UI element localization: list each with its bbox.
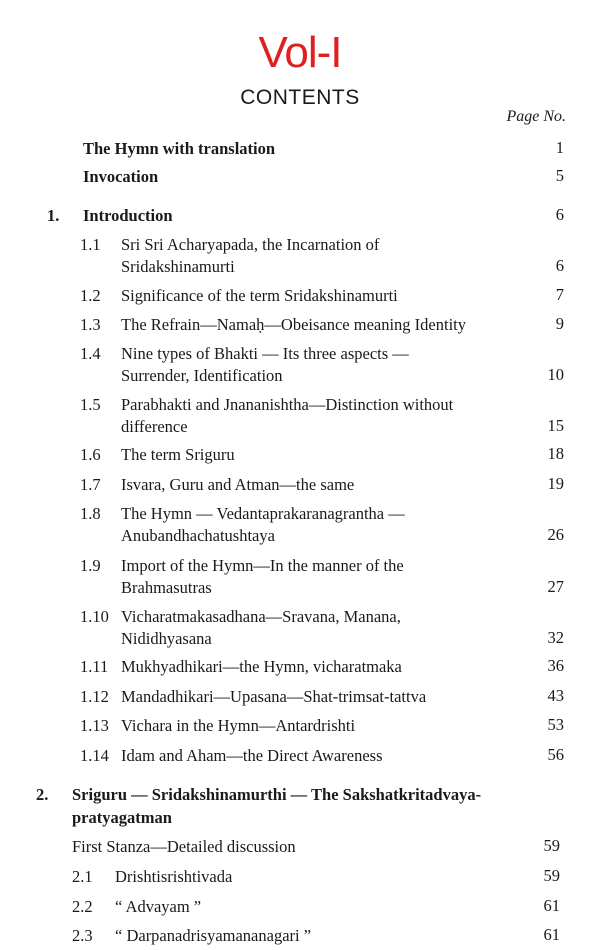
section-page: 27 xyxy=(547,577,564,596)
chapter-title-line-1: Sriguru — Sridakshinamurthi — The Sakshatkritadvaya- xyxy=(72,785,482,804)
section-title-line: The term Sriguru xyxy=(121,445,235,464)
section-title-line: “ Darpanadrisyamananagari ” xyxy=(115,926,312,945)
toc-entry-page: 5 xyxy=(555,166,564,185)
section-number: 1.8 xyxy=(80,504,101,523)
section-title-line: The Hymn — Vedantaprakaranagrantha — xyxy=(121,504,405,523)
chapter-title-line-2: pratyagatman xyxy=(72,808,172,827)
section-title-line: Vichara in the Hymn—Antardrishti xyxy=(121,716,356,735)
section-page: 32 xyxy=(547,628,564,647)
section-title-line: Idam and Aham—the Direct Awareness xyxy=(121,746,383,765)
section-number: 2.2 xyxy=(72,897,93,916)
section-number: 1.14 xyxy=(80,746,109,765)
section-number: 1.4 xyxy=(80,344,101,363)
section-number: 1.1 xyxy=(80,235,101,254)
section-page: 61 xyxy=(543,925,560,944)
section-title-line: Significance of the term Sridakshinamurti xyxy=(121,286,398,305)
section-title-line: Vicharatmakasadhana—Sravana, Manana, xyxy=(121,607,401,626)
section-title-line: Parabhakti and Jnananishtha—Distinction without xyxy=(121,395,454,414)
section-number: 1.11 xyxy=(80,657,109,676)
section-title-line: Import of the Hymn—In the manner of the xyxy=(121,556,404,575)
toc-entry-page: 59 xyxy=(543,836,560,855)
section-title-line: Brahmasutras xyxy=(121,578,212,597)
section-title-line: The Refrain—Namaḥ—Obeisance meaning Identity xyxy=(121,315,467,334)
section-title-line: Drishtisrishtivada xyxy=(115,867,233,886)
section-title-line: Nine types of Bhakti — Its three aspects — xyxy=(121,344,409,363)
section-number: 1.3 xyxy=(80,315,101,334)
toc-entry-text: First Stanza—Detailed discussion xyxy=(72,837,296,856)
section-number: 2.3 xyxy=(72,926,93,945)
toc-entry-text: The Hymn with translation xyxy=(83,139,276,158)
section-number: 1.13 xyxy=(80,716,109,735)
section-number: 1.5 xyxy=(80,395,101,414)
section-page: 18 xyxy=(547,444,564,463)
section-page: 61 xyxy=(543,896,560,915)
contents-heading: CONTENTS xyxy=(240,86,360,109)
toc-entry-text: Invocation xyxy=(83,167,159,186)
section-page: 59 xyxy=(543,866,560,885)
chapter-number: 2. xyxy=(36,785,49,804)
toc-entry-page: 1 xyxy=(555,138,564,157)
section-page: 43 xyxy=(547,686,564,705)
section-title-line: difference xyxy=(121,417,188,436)
chapter-title: Introduction xyxy=(83,206,173,225)
section-title-line: Sridakshinamurti xyxy=(121,257,235,276)
section-number: 1.2 xyxy=(80,286,101,305)
section-page: 26 xyxy=(547,525,564,544)
volume-heading: Vol-I xyxy=(258,28,342,77)
section-page: 15 xyxy=(547,416,564,435)
section-page: 53 xyxy=(547,715,564,734)
section-title-line: Mandadhikari—Upasana—Shat-trimsat-tattva xyxy=(121,687,427,706)
section-title-line: Anubandhachatushtaya xyxy=(121,526,275,545)
section-page: 9 xyxy=(555,314,564,333)
section-page: 36 xyxy=(547,656,564,675)
section-title-line: “ Advayam ” xyxy=(115,897,202,916)
chapter-number: 1. xyxy=(47,206,60,225)
section-number: 1.6 xyxy=(80,445,101,464)
section-title-line: Mukhyadhikari—the Hymn, vicharatmaka xyxy=(121,657,402,676)
section-title-line: Nididhyasana xyxy=(121,629,212,648)
section-number: 1.7 xyxy=(80,475,101,494)
section-page: 56 xyxy=(547,745,564,764)
section-number: 1.10 xyxy=(80,607,109,626)
section-number: 2.1 xyxy=(72,867,93,886)
section-number: 1.9 xyxy=(80,556,101,575)
section-title-line: Surrender, Identification xyxy=(121,366,283,385)
section-number: 1.12 xyxy=(80,687,109,706)
page-no-label: Page No. xyxy=(506,108,566,125)
section-title-line: Isvara, Guru and Atman—the same xyxy=(121,475,355,494)
chapter-page: 6 xyxy=(555,205,564,224)
section-title-line: Sri Sri Acharyapada, the Incarnation of xyxy=(121,235,380,254)
section-page: 10 xyxy=(547,365,564,384)
section-page: 19 xyxy=(547,474,564,493)
section-page: 6 xyxy=(555,256,564,275)
section-page: 7 xyxy=(555,285,564,304)
